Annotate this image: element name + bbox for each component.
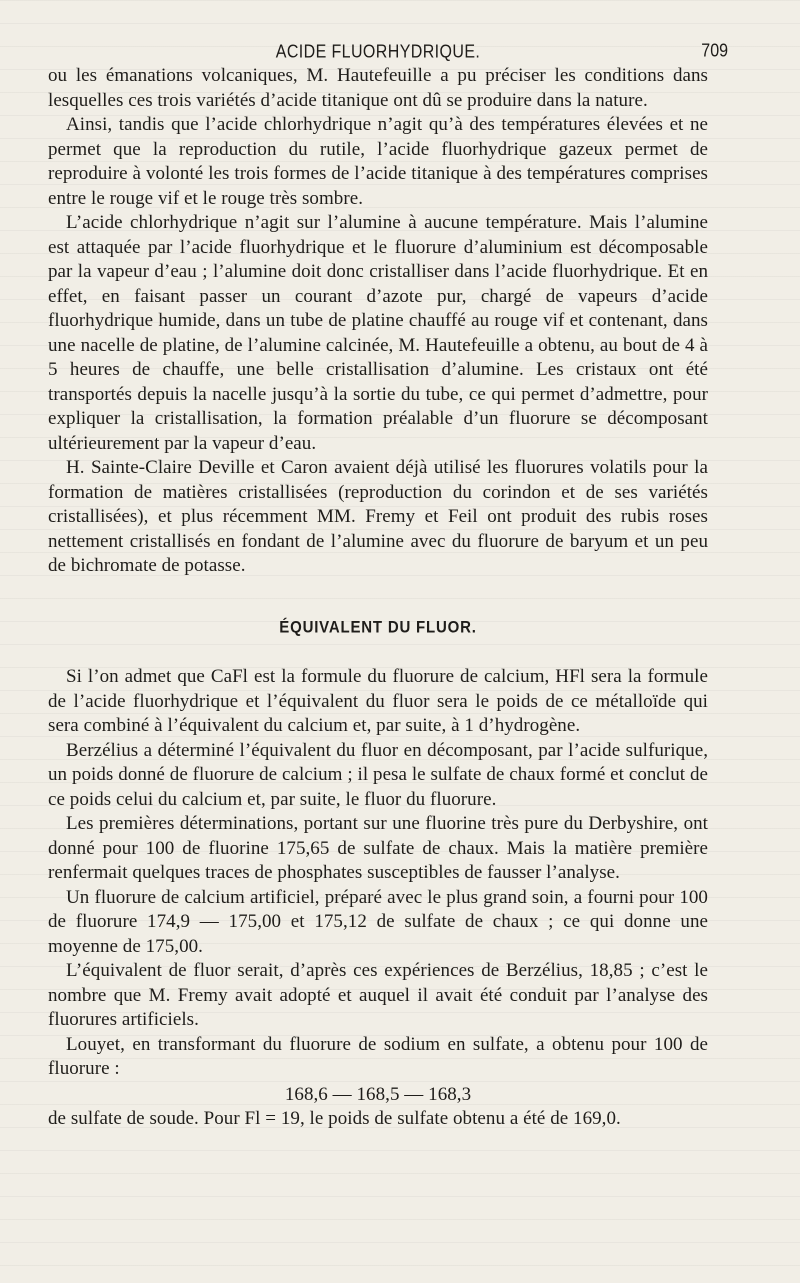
numeric-formula: 168,6 — 168,5 — 168,3 <box>284 1083 472 1105</box>
paragraph-5: Si l’on admet que CaFl est la formule du fluorure de calcium, HFl sera la formule de l’acide fluorhydrique et l’équivalent du fluor sera le poids de ce métalloïde qui sera combiné à l’équivalent du calcium et, par suite, à 1 d’hydrogène. <box>48 666 708 736</box>
closing-line: de sulfate de soude. Pour Fl = 19, le poids de sulfate obtenu a été de 169,0. <box>48 1107 621 1129</box>
paragraph-4: H. Sainte-Claire Deville et Caron avaient déjà utilisé les fluorures volatils pour la formation de matières cristallisées (reproduction du corindon et de ses variétés cristallisées), et plus récemment MM. Fremy et Feil ont produit des rubis roses nettement cristallisés en fondant de l’alumine avec du fluorure de baryum et un peu de bichromate de potasse. <box>48 457 708 576</box>
section-heading: ÉQUIVALENT DU FLUOR. <box>279 617 477 637</box>
running-header <box>48 30 728 64</box>
paragraph-7: Les premières déterminations, portant sur une fluorine très pure du Derbyshire, ont donné pour 100 de fluorine 175,65 de sulfate de chaux. Mais la matière première renfermait quelques traces de phosphates susceptibles de fausser l’analyse. <box>48 813 708 883</box>
page-number: 709 <box>701 41 728 62</box>
paragraph-1: ou les émanations volcaniques, M. Hautefeuille a pu préciser les conditions dans lesquelles ces trois variétés d’acide titanique ont dû se produire dans la nature. <box>48 65 708 111</box>
main-text <box>48 64 708 1131</box>
paragraph-9: L’équivalent de fluor serait, d’après ces expériences de Berzélius, 18,85 ; c’est le nombre que M. Fremy avait adopté et auquel il avait été conduit par l’analyse des fluorures artificiels. <box>48 960 708 1030</box>
paragraph-2: Ainsi, tandis que l’acide chlorhydrique n’agit qu’à des températures élevées et ne permet que la reproduction du rutile, l’acide fluorhydrique gazeux permet de reproduire à volonté les trois formes de l’acide titanique à des températures comprises entre le rouge vif et le rouge très sombre. <box>48 114 708 209</box>
page-title: ACIDE FLUORHYDRIQUE. <box>275 42 481 63</box>
paragraph-10: Louyet, en transformant du fluorure de sodium en sulfate, a obtenu pour 100 de fluorure : <box>48 1033 708 1079</box>
paragraph-3: L’acide chlorhydrique n’agit sur l’alumine à aucune température. Mais l’alumine est attaquée par l’acide fluorhydrique et le fluorure d’aluminium est décomposable par la vapeur d’eau ; l’alumine doit donc cristalliser dans l’acide fluorhydrique. Et en effet, en faisant passer un courant d’azote pur, chargé de vapeurs d’acide fluorhydrique humide, dans un tube de platine chauffé au rouge vif et contenant, dans une nacelle de platine, de l’alumine calcinée, M. Hautefeuille a obtenu, au bout de 4 à 5 heures de chauffe, une belle cristallisation d’alumine. Les cristaux ont été transportés depuis la nacelle jusqu’à la sortie du tube, ce qui permet d’admettre, pour expliquer la cristallisation, la formation préalable d’un fluorure se décomposant ultérieurement par la vapeur d’eau. <box>48 212 708 454</box>
paragraph-6: Berzélius a déterminé l’équivalent du fluor en décomposant, par l’acide sulfurique, un poids donné de fluorure de calcium ; il pesa le sulfate de chaux formé et conclut de ce poids celui du calcium et, par suite, le fluor du fluorure. <box>48 739 708 810</box>
paragraph-8: Un fluorure de calcium artificiel, préparé avec le plus grand soin, a fourni pour 100 de fluorure 174,9 — 175,00 et 175,12 de sulfate de chaux ; ce qui donne une moyenne de 175,00. <box>48 886 708 957</box>
